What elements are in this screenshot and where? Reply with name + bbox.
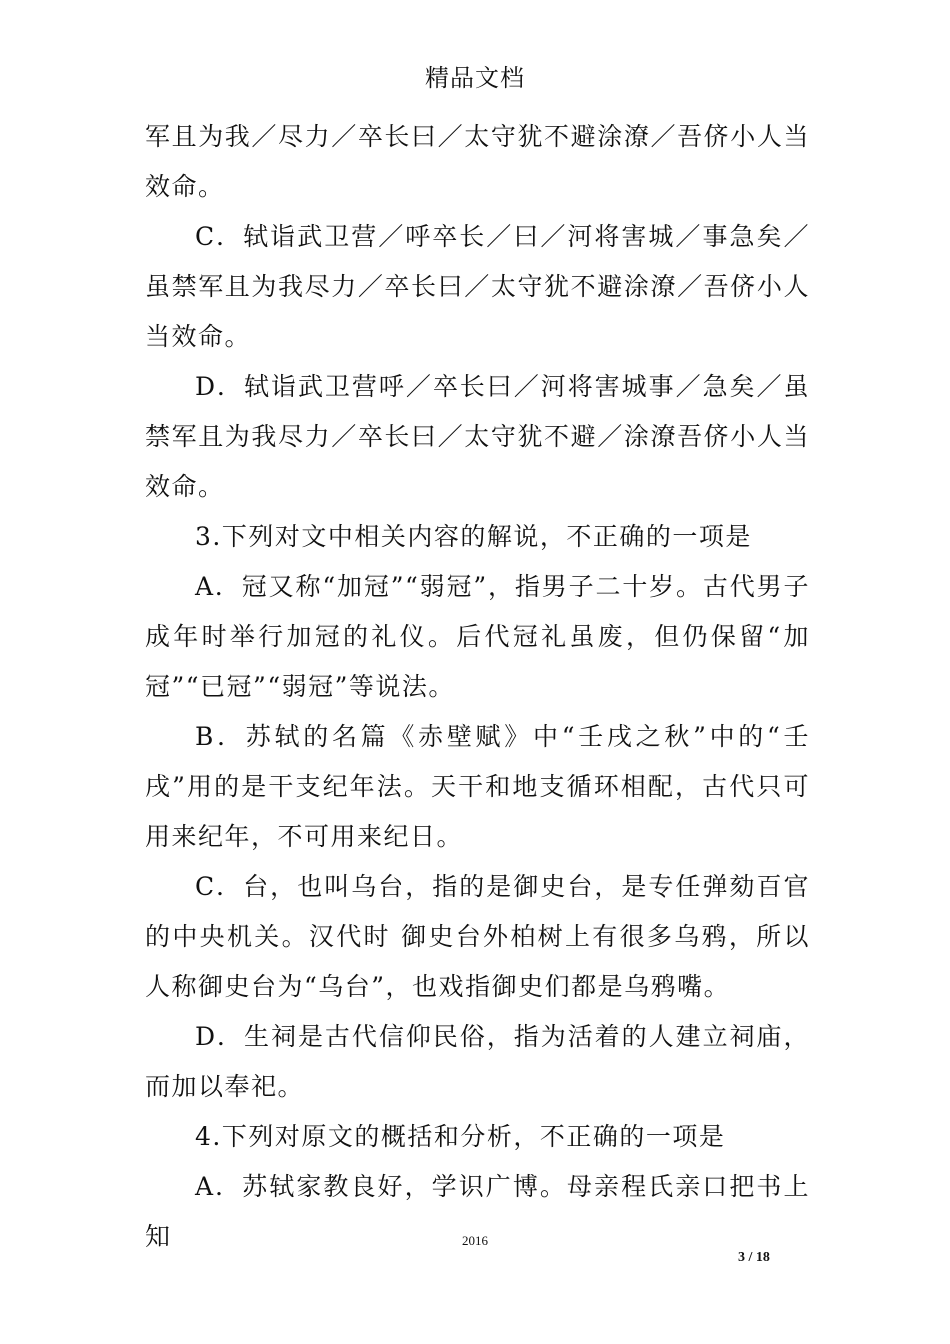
question-3-prompt: 3.下列对文中相关内容的解说，不正确的一项是 (195, 522, 752, 551)
question-4-prompt: 4.下列对原文的概括和分析，不正确的一项是 (195, 1122, 726, 1151)
option-d-punctuation: D．轼诣武卫营呼／卒长曰／河将害城事／急矣／虽禁军且为我尽力／卒长曰／太守犹不避／涂潦吾侪小人当效命。 (145, 372, 810, 501)
option-c-punctuation: C．轼诣武卫营／呼卒长／曰／河将害城／事急矣／虽禁军且为我尽力／卒长曰／太守犹不避涂潦／吾侪小人当效命。 (145, 222, 810, 351)
paragraph-continuation: 军且为我／尽力／卒长曰／太守犹不避涂潦／吾侪小人当效命。 (145, 122, 810, 201)
question-3-option-d: D．生祠是古代信仰民俗，指为活着的人建立祠庙，而加以奉祀。 (145, 1022, 810, 1101)
question-4-option-a: A．苏轼家教良好，学识广博。母亲程氏亲口把书上知 (145, 1172, 810, 1251)
page-number: 3 / 18 (738, 1250, 770, 1265)
page-header-title: 精品文档 (425, 64, 525, 92)
question-3-option-c: C．台，也叫乌台，指的是御史台，是专任弹劾百官的中央机关。汉代时 御史台外柏树上有很多乌鸦，所以人称御史台为“乌台”，也戏指御史们都是乌鸦嘴。 (145, 872, 810, 1001)
document-body (145, 112, 810, 1262)
question-3-option-b: B．苏轼的名篇《赤壁赋》中“壬戌之秋”中的“壬戌”用的是干支纪年法。天干和地支循环相配，古代只可用来纪年，不可用来纪日。 (145, 722, 810, 851)
footer-year: 2016 (462, 1233, 488, 1248)
question-3-option-a: A．冠又称“加冠”“弱冠”，指男子二十岁。古代男子成年时举行加冠的礼仪。后代冠礼虽废，但仍保留“加冠”“已冠”“弱冠”等说法。 (145, 572, 810, 701)
